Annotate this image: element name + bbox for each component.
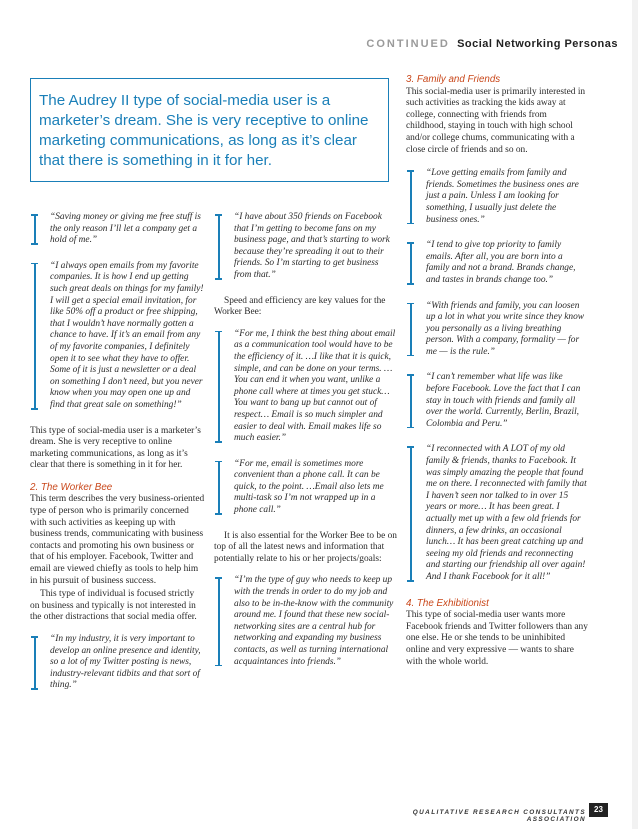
quote-bar-icon [34,214,36,245]
quote-block [406,240,588,286]
quote-block [30,634,205,692]
running-header [366,38,618,50]
quote-block [406,168,588,226]
quote-text: “I can’t remember what life was like before Facebook. Love the fact that I can stay in touch with friends and family all over the world. Currently, Berlin, Brazil, Colombia and Peru.” [426,372,581,429]
quote-block [214,575,397,668]
quote-text: “I always open emails from my favorite companies. It is how I end up getting such great deals on things for my family! I will get a special email invitation, for like 50% off a product or free shipping, that I wouldn’t have normally gotten a chance to have. If it’s an email from any of my favorite companies, I definitely open it to see what they have to offer. Some of it is just a newsletter or a deal on something I don’t need, but you never know when you may open one up and find that great sale on something!” [50,260,204,410]
body-paragraph: This type of individual is focused strictly on business and typically is not interested in the other distractions that social media offer. [30,589,197,623]
quote-block [30,261,205,412]
quote-text: “In my industry, it is very important to develop an online presence and identity, so a lot of my Twitter posting is news, industry-relevant tidbits and that sort of thing.” [50,634,201,691]
quote-bar-icon [410,446,412,581]
body-paragraph: Speed and efficiency are key values for the Worker Bee: [214,295,386,318]
body-paragraph: This social-media user is primarily interested in such activities as tracking the kids away at college, connecting with friends from childhood, staying in touch with high school and/or college chums, communicating with a close circle of friends and so on. [406,86,586,155]
quote-block [30,212,205,247]
page-edge-strip [632,0,638,829]
body-paragraph: This type of social-media user wants more Facebook friends and Twitter followers than any one else. He or she tends to be uninhibited online and very expressive — wants to share with the whole world. [406,610,588,667]
quote-bar-icon [410,374,412,428]
quote-bar-icon [410,170,412,224]
header-continued: CONTINUED [366,38,450,50]
quote-block [214,329,397,445]
section-title: Family and Friends [416,74,501,85]
quote-text: “With friends and family, you can loosen up a lot in what you write since they know you personally as a living breathing person. With a company, formality — for me — is the rule.” [426,300,585,357]
quote-bar-icon [218,577,220,666]
quote-bar-icon [34,263,36,410]
quote-bar-icon [218,214,220,280]
quote-text: “I have about 350 friends on Facebook that I’m getting to become fans on my business page, and that’s starting to work because they’re spreading it out to their friends. So I’m starting to get business from that.” [234,212,390,280]
quote-text: “For me, email is sometimes more convenient than a phone call. It can be quick, to the point. …Email also lets me multi-task so I’m not wrapped up in a phone call.” [234,458,384,516]
quote-bar-icon [218,331,220,443]
column-left [30,212,205,706]
quote-block [214,212,397,282]
body-paragraph: This type of social-media user is a marketer’s dream. She is very receptive to online marketing communications, as long as it’s clear that there is something in it for her. [30,425,201,471]
footer-organization: QUALITATIVE RESEARCH CONSULTANTS ASSOCIATION [412,809,586,823]
quote-block [406,372,588,430]
page-number: 23 [589,803,608,817]
quote-text: “For me, I think the best thing about email as a communication tool would have to be the efficiency of it. …I like that it is quick, simple, and can be done on your terms. …You can end it when you want, unlike a phone call where at times you get stuck… You want to bang up but cannot out of respect… Email is so much simpler and easier to deal with. Email makes life so much easier.” [234,328,396,444]
quote-text: “Saving money or giving me free stuff is the only reason I’ll let a company get a hold of me.” [50,212,201,246]
section-number: 4. [406,597,415,609]
section-number: 2. [30,481,39,493]
body-paragraph: This term describes the very business-oriented type of person who is primarily concerned with such activities as keeping up with business trends, communicating with business contacts and promoting his own business or that of his employer. Facebook, Twitter and email are viewed chiefly as tools to help him in his pursuit of business success. [30,494,205,586]
quote-bar-icon [218,461,220,515]
quote-block [214,459,397,517]
column-middle [214,212,397,682]
section-heading-family-friends [406,74,588,86]
quote-block [406,444,588,583]
body-paragraph: It is also essential for the Worker Bee to be on top of all the latest news and information that potentially relate to his or her projects/goals: [214,530,397,564]
quote-bar-icon [34,636,36,690]
quote-bar-icon [410,303,412,357]
quote-text: “Love getting emails from family and friends. Sometimes the business ones are just a pain. Unless I am looking for something, I usually just delete the business ones.” [426,168,579,225]
pull-quote-text: The Audrey II type of social-media user is a marketer’s dream. She is very receptive to online marketing communications, as long as it’s clear that there is something in it for her. [39,92,369,169]
quote-block [406,301,588,359]
quote-text: “I’m the type of guy who needs to keep up with the trends in order to do my job and also to be in-the-know with the community around me. I found that these new social-networking sites are a central hub for networking and expanding my business contacts, as well as turning international acquaintances into friends.” [234,575,394,667]
section-heading-exhibitionist [406,598,588,610]
quote-text: “I reconnected with A LOT of my old family & friends, thanks to Facebook. It was simply amazing the people that found me on there. I reconnected with family that I haven’t seen nor talked to in over 15 years or more… It has been great. I actually met up with a few old friends for dinners, a few drinks, an occasional lunch… It has been great catching up and seeing my old friends and reconnecting and starting our friendship all over again! And I thank Facebook for it all!” [426,444,587,582]
pull-quote-box [30,78,389,182]
column-right [406,74,588,678]
section-title: The Worker Bee [40,481,113,493]
header-title: Social Networking Personas [457,38,618,50]
quote-text: “I tend to give top priority to family emails. After all, you are born into a family and not a brand. Brands change, and tastes in brands change too.” [426,240,576,285]
section-title: The Exhibitionist [416,597,489,609]
section-heading-worker-bee [30,482,205,494]
quote-bar-icon [410,242,412,284]
section-number: 3. [406,74,415,85]
